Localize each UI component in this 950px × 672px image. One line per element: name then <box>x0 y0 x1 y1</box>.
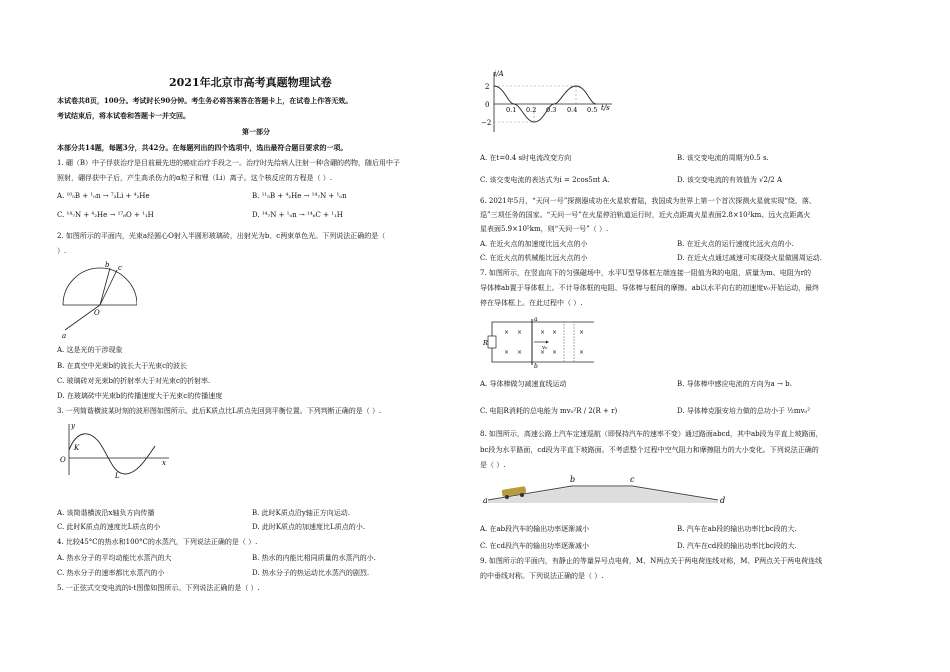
page-title: 2021年北京市高考真题物理试卷 <box>169 76 332 89</box>
part1-desc: 本部分共14题，每题3分，共42分。在每题列出的四个选项中，选出最符合题目要求的一项。 <box>57 143 348 152</box>
intro-line-1: 本试卷共8页，100分。考试时长90分钟。考生务必将答案答在答题卡上，在试卷上作答无效。 <box>57 96 353 105</box>
q3-option-d: D. 此时K质点的加速度比L质点的小. <box>252 523 365 531</box>
q8-figure <box>482 474 732 506</box>
label-b: b <box>570 475 576 484</box>
q5-stem: 5. 一正弦式交变电流的i-t图像如图所示。下列说法正确的是（ ）. <box>57 584 260 592</box>
tick-0.2: 0.2 <box>526 106 537 114</box>
q1-option-d: D. ¹⁴₇N + ¹₀n → ¹⁴₆C + ¹₁H <box>252 211 343 219</box>
q4-option-a: A. 热水分子的平均动能比水蒸汽的大 <box>57 554 172 562</box>
label-r: R <box>483 339 488 347</box>
q5-figure <box>480 68 620 136</box>
label-b: b <box>105 261 110 269</box>
resistor <box>488 336 496 348</box>
label-a: a <box>483 496 488 505</box>
tick-0.3: 0.3 <box>546 106 557 114</box>
q2-stem-1: 2. 如图所示的平面内，光束a经圆心O射入半圆形玻璃砖，出射光为b、c两束单色光。下列说法正确的是（ <box>57 232 386 240</box>
q3-option-a: A. 该简谐横波沿x轴负方向传播 <box>57 509 155 517</box>
q7-figure <box>482 316 610 368</box>
q1-option-a: A. ¹⁰₅B + ¹₀n → ⁷₃Li + ⁴₂He <box>57 192 150 200</box>
tick-0.4: 0.4 <box>567 106 578 114</box>
q1-option-b: B. ¹¹₅B + ⁴₂He → ¹⁴₇N + ¹₀n <box>252 192 347 200</box>
svg-text:×: × <box>517 329 523 336</box>
svg-text:×: × <box>540 349 546 356</box>
q4-option-b: B. 热水的内能比相同质量的水蒸汽的小. <box>252 554 376 562</box>
label-i: i/A <box>494 70 504 78</box>
q1-stem-2: 照射，硼俘获中子后，产生高杀伤力的α粒子和锂（Li）离子。这个核反应的方程是（ ）. <box>57 174 333 182</box>
q7-option-a: A. 导体棒做匀减速直线运动 <box>480 380 567 388</box>
q9-stem-1: 9. 如图所示的平面内，有静止的等量异号点电荷，M、N两点关于两电荷连线对称，M、P两点关于两电荷连线 <box>480 557 823 565</box>
q4-stem: 4. 比较45°C的热水和100°C的水蒸汽，下列说法正确的是（ ）. <box>57 538 258 546</box>
q6-option-d: D. 在近火点通过减速可实现绕火星做圆周运动. <box>677 254 823 262</box>
q8-stem-1: 8. 如图所示，高速公路上汽车定速巡航（即保持汽车的速率不变）通过路面abcd，其中ab段为平直上坡路面， <box>480 430 823 438</box>
q3-option-b: B. 此时K质点沿y轴正方向运动. <box>252 509 351 517</box>
label-v0: v₀ <box>542 345 548 351</box>
label-x: x <box>162 459 166 467</box>
q7-stem-2: 导体棒ab置于导体框上。不计导体框的电阻、导体棒与框间的摩擦。ab以水平向右的初速度v₀开始运动，最终 <box>480 284 820 292</box>
q5-option-c: C. 该交变电流的表达式为i = 2cos5πt A. <box>480 176 610 184</box>
q6-stem-2: 巡”三项任务的国家。“天问一号”在火星停泊轨道运行时，近火点距离火星表面2.8×10²km、远火点距离火 <box>480 211 811 219</box>
intro-line-2: 考试结束后，将本试卷和答题卡一并交回。 <box>57 111 190 120</box>
tick-neg2: −2 <box>481 119 492 127</box>
label-o: O <box>94 309 100 317</box>
q7-option-d: D. 导体棒克服安培力做的总功小于 ½mv₀² <box>677 407 811 415</box>
svg-text:×: × <box>552 329 558 336</box>
q5-option-b: B. 该交变电流的周期为0.5 s. <box>677 154 769 162</box>
q4-option-d: D. 热水分子的热运动比水蒸汽的剧烈. <box>252 569 370 577</box>
label-d: d <box>720 496 726 505</box>
q2-option-b: B. 在真空中光束b的波长大于光束c的波长 <box>57 362 187 370</box>
q2-figure <box>57 258 137 338</box>
q6-stem-1: 6. 2021年5月，“天问一号”探测器成功在火星软着陆，我国成为世界上第一个首次探测火星就实现“绕、落、 <box>480 197 816 205</box>
q1-option-c: C. ¹⁴₇N + ⁴₂He → ¹⁷₈O + ¹₁H <box>57 211 154 219</box>
q5-option-d: D. 该交变电流的有效值为 √2/2 A <box>677 176 783 184</box>
label-k: K <box>74 444 80 452</box>
q2-stem-2: ）. <box>57 247 67 255</box>
q6-option-b: B. 在近火点的运行速度比远火点的小. <box>677 240 794 248</box>
q6-stem-3: 星表面5.9×10⁵km，则“天问一号”（ ）. <box>480 225 609 233</box>
tick-0: 0 <box>485 101 490 109</box>
svg-text:×: × <box>552 349 558 356</box>
label-y: y <box>71 422 75 430</box>
q9-stem-2: 的中垂线对称。下列说法正确的是（ ）. <box>480 572 604 580</box>
q6-option-c: C. 在近火点的机械能比远火点的小 <box>480 254 588 262</box>
q8-option-a: A. 在ab段汽车的输出功率逐渐减小 <box>480 525 590 533</box>
wave-curve <box>69 434 155 474</box>
svg-text:×: × <box>504 329 510 336</box>
q8-option-b: B. 汽车在ab段的输出功率比bc段的大. <box>677 525 797 533</box>
semicircle-glass <box>63 268 137 305</box>
label-o: O <box>60 456 66 464</box>
part1-heading: 第一部分 <box>242 127 270 136</box>
label-b: b <box>534 363 538 368</box>
q8-option-c: C. 在cd段汽车的输出功率逐渐减小 <box>480 542 589 550</box>
q8-stem-2: bc段为水平路面，cd段为平直下坡路面。不考虑整个过程中空气阻力和摩擦阻力的大小变化。下列说法正确的 <box>480 446 819 454</box>
q5-option-a: A. 在t=0.4 s时电流改变方向 <box>480 154 572 162</box>
q2-option-c: C. 玻璃砖对光束b的折射率大于对光束c的折射率. <box>57 377 211 385</box>
svg-text:×: × <box>579 349 585 356</box>
q7-stem-1: 7. 如图所示，在竖直向下的匀强磁场中，水平U型导体框左端连接一阻值为R的电阻，质量为m、电阻为r的 <box>480 269 812 277</box>
q6-option-a: A. 在近火点的加速度比远火点的小 <box>480 240 588 248</box>
svg-text:×: × <box>540 329 546 336</box>
q2-option-a: A. 这是光的干涉现象 <box>57 346 123 354</box>
svg-text:×: × <box>517 349 523 356</box>
q1-stem-1: 1. 硼（B）中子俘获治疗是目前最先进的癌症治疗手段之一。治疗时先给病人注射一种含硼的药物，随后用中子 <box>57 159 401 167</box>
svg-text:×: × <box>504 349 510 356</box>
label-a: a <box>534 316 538 323</box>
q7-option-b: B. 导体棒中感应电流的方向为a → b. <box>677 380 792 388</box>
q7-option-c: C. 电阻R消耗的总电能为 mv₀²R / 2(R + r) <box>480 407 618 415</box>
q2-option-d: D. 在玻璃砖中光束b的传播速度大于光束c的传播速度 <box>57 392 223 400</box>
q3-option-c: C. 此时K质点的速度比L质点的小 <box>57 523 161 531</box>
velocity-arrowhead <box>546 341 549 344</box>
tick-0.1: 0.1 <box>506 106 517 114</box>
label-t: t/s <box>601 104 610 112</box>
q8-option-d: D. 汽车在cd段的输出功率比bc段的大. <box>677 542 797 550</box>
tick-0.5: 0.5 <box>587 106 598 114</box>
label-l: L <box>115 472 120 480</box>
q7-stem-3: 停在导体框上。在此过程中（ ）. <box>480 299 583 307</box>
q4-option-c: C. 热水分子的速率都比水蒸汽的小 <box>57 569 165 577</box>
ray-b <box>100 268 110 305</box>
svg-text:×: × <box>579 329 585 336</box>
label-c: c <box>118 264 122 272</box>
rod-end <box>564 322 574 362</box>
ray-c <box>100 270 117 305</box>
q8-stem-3: 是（ ）. <box>480 461 506 469</box>
tick-2: 2 <box>485 83 490 91</box>
q3-stem: 3. 一列简谐横波某时刻的波形图如图所示。此后K质点比L质点先回到平衡位置。下列判断正确的是（ ）. <box>57 407 382 415</box>
q3-figure <box>57 420 177 480</box>
label-a: a <box>62 332 67 338</box>
label-c: c <box>630 475 635 484</box>
